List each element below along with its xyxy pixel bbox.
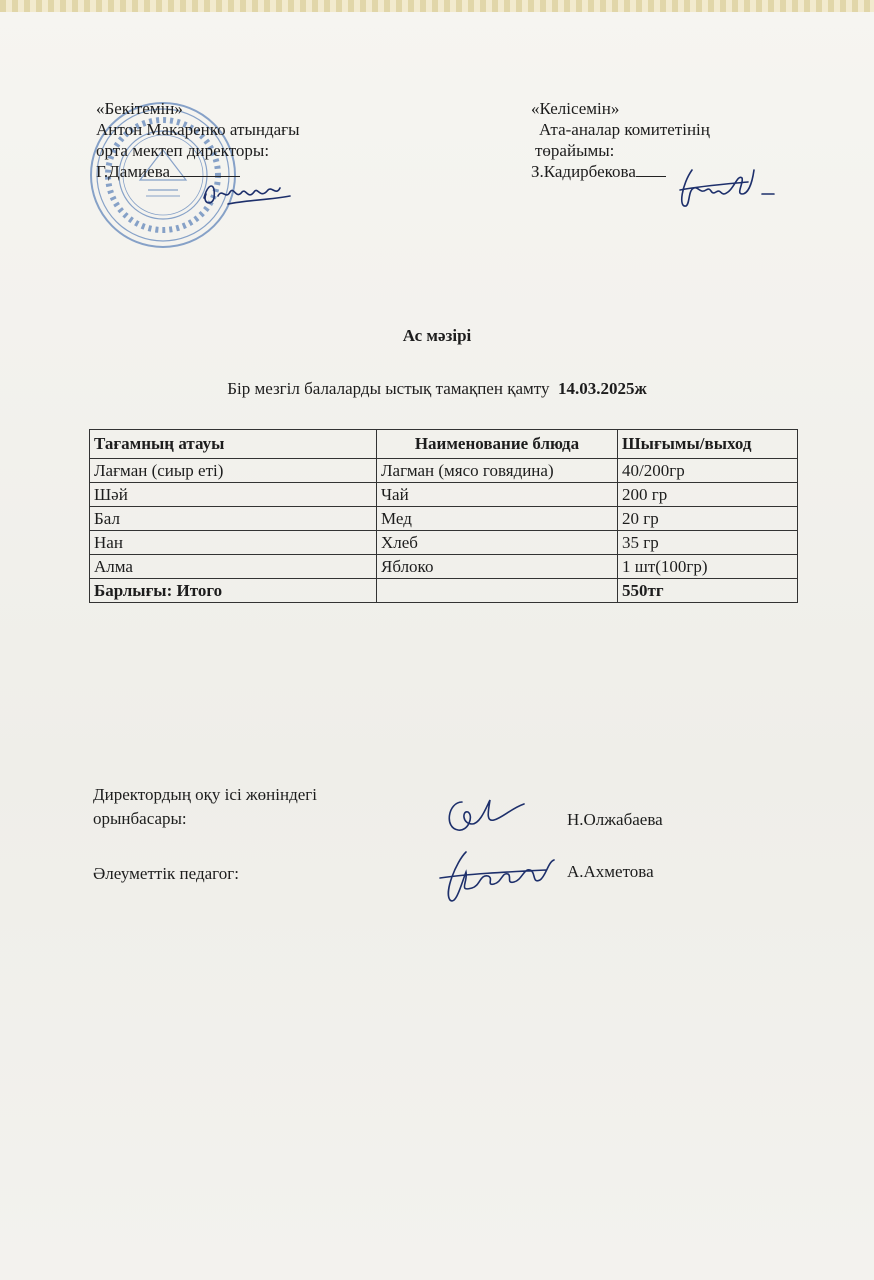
table-total-row (90, 579, 798, 603)
page-title: Ас мәзірі (402, 326, 472, 345)
approval-line-1: Антон Макаренко атындағы (96, 120, 300, 139)
social-pedagogue-label: Әлеуметтік педагог: (93, 864, 239, 883)
agreement-heading: «Келісемін» (531, 99, 620, 118)
agreement-line-1: Ата-аналар комитетінің (539, 120, 710, 139)
table-cell: Чай (377, 483, 618, 507)
social-pedagogue-name: А.Ахметова (567, 862, 654, 881)
table-row (90, 555, 798, 579)
approval-line-2: орта мектеп директоры: (96, 141, 270, 160)
table-cell (377, 579, 618, 603)
agreement-line-2: төрайымы: (535, 141, 615, 160)
column-header: Наименование блюда (377, 430, 618, 459)
deputy-title-line-2: орынбасары: (93, 809, 187, 828)
table-cell: Лагман (мясо говядина) (377, 459, 618, 483)
column-header: Тағамның атауы (90, 430, 377, 459)
table-cell: Хлеб (377, 531, 618, 555)
table-cell: 40/200гр (618, 459, 798, 483)
table-cell: Алма (90, 555, 377, 579)
approval-heading: «Бекітемін» (96, 99, 183, 118)
signature-icon (436, 842, 561, 906)
table-cell: 200 гр (618, 483, 798, 507)
agreement-signer: З.Кадирбекова (531, 162, 636, 181)
deputy-signature-block (93, 783, 317, 831)
table-cell: Яблоко (377, 555, 618, 579)
table-cell: 35 гр (618, 531, 798, 555)
subtitle-text: Бір мезгіл балаларды ыстық тамақпен қамту (227, 379, 550, 398)
page-subtitle (0, 379, 874, 399)
approval-signer: Г.Дамиева (96, 162, 171, 181)
table-row (90, 483, 798, 507)
table-cell: Лағман (сиыр еті) (90, 459, 377, 483)
menu-table (89, 429, 798, 603)
table-cell: 20 гр (618, 507, 798, 531)
column-header: Шығымы/выход (618, 430, 798, 459)
deputy-title-line-1: Директордың оқу ісі жөніндегі (93, 785, 317, 804)
signature-icon (676, 164, 786, 214)
table-row (90, 507, 798, 531)
subtitle-date: 14.03.2025ж (557, 379, 647, 398)
table-row (90, 459, 798, 483)
table-cell: Бал (90, 507, 377, 531)
total-label: Барлығы: Итого (90, 579, 377, 603)
approval-block (96, 98, 300, 182)
signature-line (636, 176, 666, 177)
signature-icon (440, 794, 530, 838)
signature-icon (198, 176, 298, 210)
table-cell: Нан (90, 531, 377, 555)
table-cell: 1 шт(100гр) (618, 555, 798, 579)
deputy-name: Н.Олжабаева (567, 810, 663, 829)
table-header-row (90, 430, 798, 459)
table-row (90, 531, 798, 555)
table-cell: Мед (377, 507, 618, 531)
total-value: 550тг (618, 579, 798, 603)
table-cell: Шәй (90, 483, 377, 507)
top-edge-strip (0, 0, 874, 12)
